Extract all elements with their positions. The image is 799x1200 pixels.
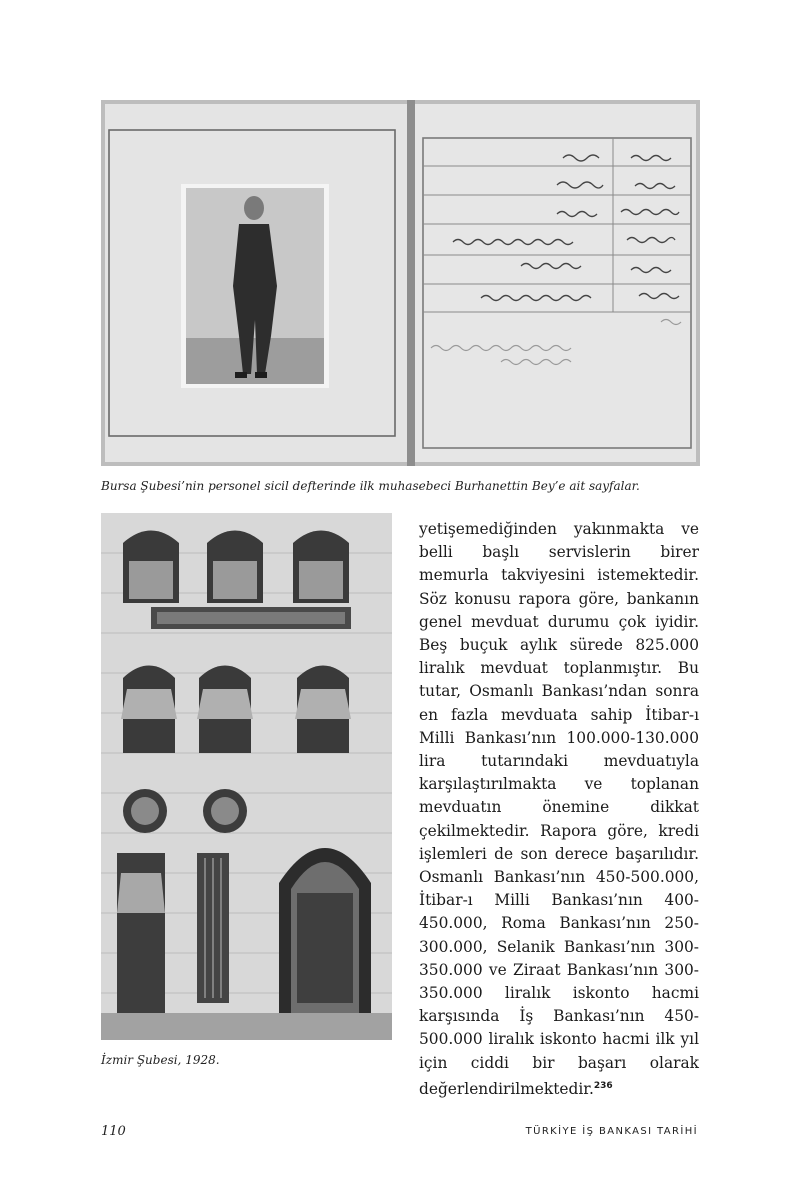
top-figure-caption: Bursa Şubesi’nin personel sicil defterinde ilk muhasebeci Burhanettin Bey’e ait sayfalar. [101, 479, 640, 493]
left-figure-caption: İzmir Şubesi, 1928. [101, 1053, 220, 1067]
building-illustration [101, 513, 392, 1040]
building-facade-photo [101, 513, 392, 1040]
footnote-reference: 236 [593, 1080, 613, 1091]
personnel-register-photo [101, 100, 700, 466]
body-text: yetişemediğinden yakınmakta ve belli başlı servislerin birer memurla takviyesini istemektedir. Söz konusu rapora göre, bankanın genel mevduat durumu çok iyidir. Beş buçuk aylık sürede 825.000 liralık mevduat toplanmıştır. Bu tutar, Osmanlı Bankası’ndan sonra en fazla mevduata sahip İtibar-ı Milli Bankası’nın 100.000-130.000 lira tutarındaki mevduatıyla karşılaştırılmakta ve toplanan mevduatın önemine dikkat çekilmektedir. Rapora göre, kredi işlemleri de son derece başarılıdır. Osmanlı Bankası’nın 450-500.000, İtibar-ı Milli Bankası’nın 400-450.000, Roma Bankası’nın 250-300.000, Selanik Bankası’nın 300-350.000 ve Ziraat Bankası’nın 300-350.000 liralık iskonto hacmi karşısında İş Bankası’nın 450-500.000 liralık iskonto hacmi ilk yıl için ciddi bir başarı olarak değerlendirilmektedir. [419, 520, 699, 1098]
page-number: 110 [101, 1124, 126, 1139]
register-illustration [101, 100, 700, 466]
running-title: TÜRKİYE İŞ BANKASI TARİHİ [525, 1126, 698, 1137]
body-paragraph [419, 518, 699, 1101]
